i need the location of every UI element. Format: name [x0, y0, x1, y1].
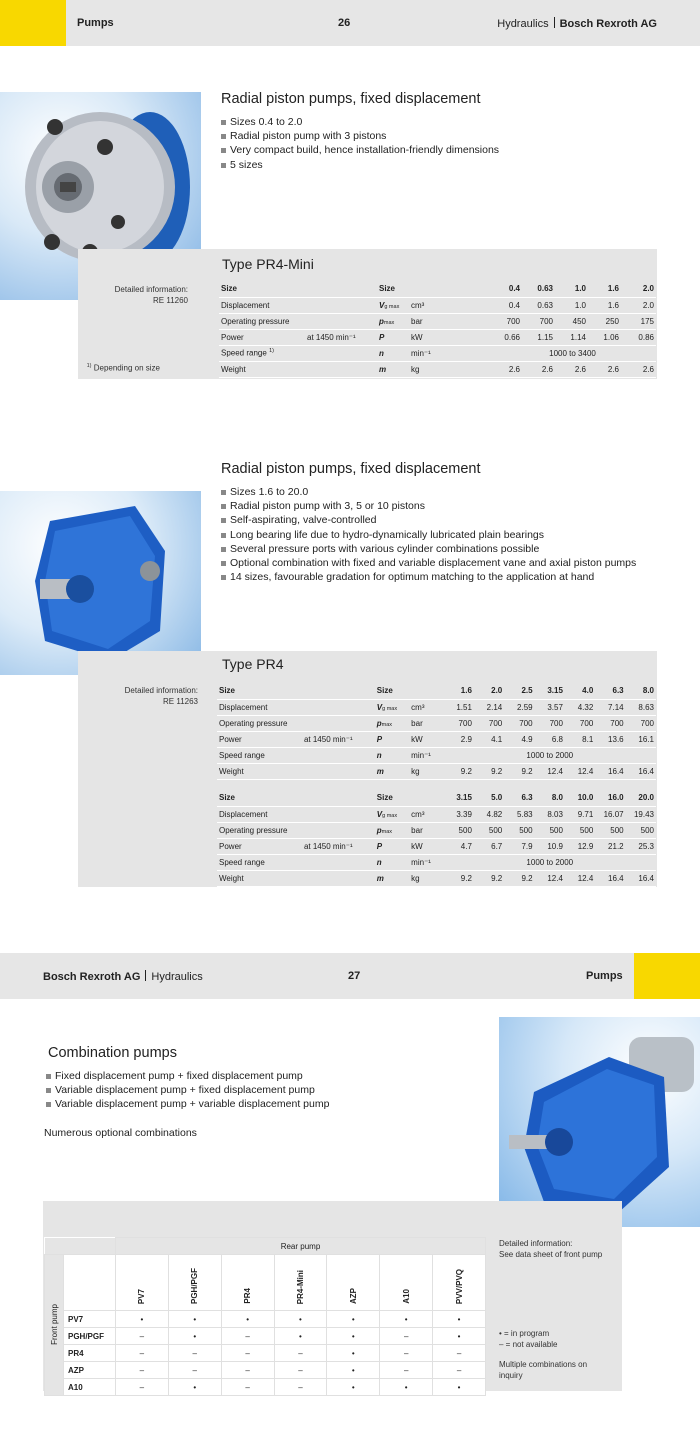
table-row — [217, 699, 656, 715]
pr4-mini-detail-info — [80, 285, 188, 306]
pr4-mini-bullets — [221, 115, 499, 172]
combination-matrix — [44, 1237, 486, 1396]
value-cell: 8.63 — [626, 699, 656, 715]
value-cell: 700 — [595, 715, 625, 731]
bullet: Several pressure ports with various cylinder combinations possible — [221, 542, 636, 556]
value-cell: 500 — [595, 822, 625, 838]
unit-cell: min⁻¹ — [409, 345, 489, 361]
row-label: PGH/PGF — [64, 1328, 116, 1345]
row-label: Operating pressure — [217, 715, 375, 731]
footnote-mark: 1) — [86, 363, 92, 369]
row-label: Displacement — [217, 806, 375, 822]
size-cell: 8.0 — [535, 790, 565, 806]
table-row — [217, 747, 656, 763]
head-cell: Size — [375, 683, 444, 699]
matrix-cell: • — [168, 1328, 221, 1345]
value-cell: 16.4 — [595, 870, 625, 886]
value-cell: 12.4 — [565, 870, 595, 886]
bullet: 5 sizes — [221, 158, 499, 172]
size-cell: 10.0 — [565, 790, 595, 806]
pr4-photo — [0, 491, 201, 675]
size-cell: 3.15 — [535, 683, 565, 699]
value-cell: 9.2 — [504, 870, 534, 886]
matrix-cell: – — [433, 1362, 486, 1379]
value-cell: 500 — [504, 822, 534, 838]
row-label: Power — [219, 329, 305, 345]
unit-cell: cm³ — [409, 806, 443, 822]
value-span-cell: 1000 to 2000 — [444, 747, 656, 763]
matrix-cell: – — [221, 1328, 274, 1345]
row-extra: at 1450 min⁻¹ — [305, 329, 377, 345]
unit-cell: min⁻¹ — [409, 854, 443, 870]
matrix-cell: – — [221, 1345, 274, 1362]
column-header: PGH/PGF — [168, 1255, 221, 1311]
value-cell: 16.4 — [626, 870, 656, 886]
value-cell: 4.32 — [565, 699, 595, 715]
page27-header — [0, 953, 700, 999]
value-cell: 450 — [555, 313, 588, 329]
matrix-cell: – — [274, 1362, 327, 1379]
bullet: Long bearing life due to hydro-dynamically lubricated plain bearings — [221, 528, 636, 542]
value-cell: 1.0 — [555, 297, 588, 313]
matrix-cell: • — [433, 1311, 486, 1328]
row-label: Speed range — [217, 747, 375, 763]
symbol-cell: Vg max — [375, 806, 409, 822]
size-cell: 1.0 — [555, 281, 588, 297]
bullet: 14 sizes, favourable gradation for optimum matching to the application at hand — [221, 570, 636, 584]
row-label: Power — [217, 838, 302, 854]
value-cell: 500 — [535, 822, 565, 838]
combination-detail-info — [499, 1239, 619, 1260]
matrix-cell: • — [221, 1311, 274, 1328]
matrix-cell: • — [274, 1311, 327, 1328]
symbol-cell: n — [375, 747, 409, 763]
yellow-tab — [0, 0, 66, 46]
value-cell: 7.14 — [595, 699, 625, 715]
matrix-cell: • — [433, 1328, 486, 1345]
table-row — [219, 361, 656, 377]
value-cell: 9.2 — [444, 870, 474, 886]
unit-cell: min⁻¹ — [409, 747, 443, 763]
row-label: Speed range $^{1)}$ — [219, 345, 377, 361]
corner-cell — [45, 1238, 116, 1255]
column-header: PV7 — [115, 1255, 168, 1311]
matrix-cell: • — [327, 1362, 380, 1379]
unit-cell: bar — [409, 313, 489, 329]
row-label: Weight — [217, 763, 375, 779]
bullet: Fixed displacement pump + fixed displacement pump — [46, 1069, 329, 1083]
pr4-bullets — [221, 485, 636, 584]
matrix-cell: • — [433, 1379, 486, 1396]
size-cell: 2.5 — [504, 683, 534, 699]
value-cell: 500 — [444, 822, 474, 838]
matrix-cell: – — [380, 1328, 433, 1345]
pr4-mini-spec-table — [219, 281, 656, 378]
value-cell: 700 — [626, 715, 656, 731]
page26-header — [0, 0, 700, 46]
matrix-cell: – — [380, 1345, 433, 1362]
row-label: Displacement — [219, 297, 377, 313]
value-cell: 9.2 — [504, 763, 534, 779]
row-label: Operating pressure — [219, 313, 377, 329]
table-row — [45, 1345, 486, 1362]
symbol-cell: P — [375, 838, 409, 854]
row-label: Weight — [217, 870, 375, 886]
symbol-cell: P — [375, 731, 409, 747]
value-cell: 6.8 — [535, 731, 565, 747]
value-cell: 700 — [522, 313, 555, 329]
value-cell: 3.57 — [535, 699, 565, 715]
table-row — [45, 1328, 486, 1345]
value-cell: 1.51 — [444, 699, 474, 715]
unit-cell: bar — [409, 715, 443, 731]
value-cell: 1.15 — [522, 329, 555, 345]
brand-company: Bosch Rexroth AG — [559, 18, 657, 30]
bullet: Optional combination with fixed and variable displacement vane and axial piston pumps — [221, 556, 636, 570]
value-cell: 19.43 — [626, 806, 656, 822]
bullet: Sizes 1.6 to 20.0 — [221, 485, 636, 499]
head-cell: Size — [217, 790, 375, 806]
pr4-type-title: Type PR4 — [222, 656, 284, 672]
value-cell: 1.06 — [588, 329, 621, 345]
symbol-cell: Vg max — [375, 699, 409, 715]
size-cell: 0.4 — [489, 281, 522, 297]
combination-multi-note: Multiple combinations on inquiry — [499, 1360, 588, 1380]
brand-line — [497, 17, 657, 30]
value-cell: 700 — [444, 715, 474, 731]
matrix-cell: – — [221, 1379, 274, 1396]
size-cell: 2.0 — [621, 281, 656, 297]
unit-cell: kg — [409, 870, 443, 886]
combination-note: Numerous optional combinations — [44, 1127, 197, 1139]
value-cell: 9.2 — [474, 870, 504, 886]
table-row — [217, 683, 656, 699]
column-header: PVV/PVQ — [433, 1255, 486, 1311]
matrix-cell: – — [168, 1362, 221, 1379]
value-cell: 700 — [474, 715, 504, 731]
symbol-cell: pmax — [375, 822, 409, 838]
table-row — [45, 1362, 486, 1379]
detail-label: Detailed information: — [499, 1239, 573, 1248]
matrix-cell: • — [274, 1328, 327, 1345]
size-cell: 3.15 — [444, 790, 474, 806]
table-row — [217, 854, 656, 870]
symbol-cell: m — [375, 763, 409, 779]
table-row — [217, 838, 656, 854]
value-cell: 500 — [474, 822, 504, 838]
bullet: Variable displacement pump + fixed displacement pump — [46, 1083, 329, 1097]
front-pump-label-cell — [45, 1255, 64, 1396]
symbol-cell: Vg max — [377, 297, 409, 313]
page-number: 27 — [348, 970, 361, 982]
pr4-detail-info — [80, 686, 198, 707]
value-cell: 1.6 — [588, 297, 621, 313]
symbol-cell: m — [377, 361, 409, 377]
matrix-cell: – — [221, 1362, 274, 1379]
value-cell: 7.9 — [504, 838, 534, 854]
value-cell: 2.0 — [621, 297, 656, 313]
table-row — [217, 806, 656, 822]
row-label: PV7 — [64, 1311, 116, 1328]
value-cell: 9.2 — [474, 763, 504, 779]
unit-cell: kg — [409, 361, 489, 377]
combination-pump-photo — [499, 1017, 700, 1227]
table-row — [45, 1311, 486, 1328]
symbol-cell: pmax — [377, 313, 409, 329]
table-row — [217, 870, 656, 886]
matrix-cell: – — [274, 1379, 327, 1396]
unit-cell: cm³ — [409, 699, 443, 715]
head-cell: Size — [217, 683, 375, 699]
value-cell: 16.4 — [626, 763, 656, 779]
matrix-cell: • — [380, 1311, 433, 1328]
brand-division: Hydraulics — [151, 971, 203, 983]
matrix-cell: – — [115, 1379, 168, 1396]
bullet: Sizes 0.4 to 2.0 — [221, 115, 499, 129]
value-cell: 2.6 — [555, 361, 588, 377]
table-row — [217, 790, 656, 806]
matrix-cell: – — [274, 1345, 327, 1362]
value-cell: 700 — [565, 715, 595, 731]
detail-label: Detailed information: — [124, 686, 198, 695]
matrix-cell: • — [168, 1311, 221, 1328]
pr4-heading: Radial piston pumps, fixed displacement — [221, 461, 481, 477]
row-label: Power — [217, 731, 302, 747]
matrix-cell: • — [380, 1379, 433, 1396]
table-row — [217, 715, 656, 731]
value-cell: 250 — [588, 313, 621, 329]
value-span-cell: 1000 to 3400 — [489, 345, 656, 361]
row-label: Operating pressure — [217, 822, 375, 838]
section-title: Pumps — [77, 17, 114, 29]
detail-ref: RE 11263 — [163, 696, 198, 706]
pr4-spec-table-1 — [217, 683, 656, 780]
value-cell: 6.7 — [474, 838, 504, 854]
table-row — [45, 1379, 486, 1396]
value-cell: 9.71 — [565, 806, 595, 822]
size-cell: 6.3 — [595, 683, 625, 699]
size-cell: 2.0 — [474, 683, 504, 699]
value-cell: 4.1 — [474, 731, 504, 747]
unit-cell: cm³ — [409, 297, 489, 313]
matrix-cell: – — [115, 1345, 168, 1362]
head-cell: Size — [375, 790, 444, 806]
value-cell: 2.6 — [621, 361, 656, 377]
row-label: A10 — [64, 1379, 116, 1396]
symbol-cell: P — [377, 329, 409, 345]
table-row — [219, 345, 656, 361]
table-row — [45, 1238, 486, 1255]
size-cell: 20.0 — [626, 790, 656, 806]
column-header: A10 — [380, 1255, 433, 1311]
matrix-cell: • — [327, 1345, 380, 1362]
pr4-mini-heading: Radial piston pumps, fixed displacement — [221, 91, 481, 107]
detail-ref: RE 11260 — [153, 295, 188, 305]
value-cell: 12.4 — [535, 870, 565, 886]
size-cell: 5.0 — [474, 790, 504, 806]
value-cell: 500 — [565, 822, 595, 838]
table-row — [217, 822, 656, 838]
bullet: Variable displacement pump + variable displacement pump — [46, 1097, 329, 1111]
matrix-cell: – — [168, 1345, 221, 1362]
yellow-tab — [634, 953, 700, 999]
matrix-cell: – — [380, 1362, 433, 1379]
value-cell: 9.2 — [444, 763, 474, 779]
detail-label: Detailed information: — [114, 285, 188, 294]
bullet: Radial piston pump with 3 pistons — [221, 129, 499, 143]
column-header: AZP — [327, 1255, 380, 1311]
value-cell: 2.6 — [522, 361, 555, 377]
page-number: 26 — [338, 17, 351, 29]
value-cell: 0.86 — [621, 329, 656, 345]
symbol-cell: pmax — [375, 715, 409, 731]
value-cell: 1.14 — [555, 329, 588, 345]
unit-cell: bar — [409, 822, 443, 838]
size-cell: 1.6 — [588, 281, 621, 297]
pr4-mini-footnote — [80, 361, 160, 374]
row-label: Displacement — [217, 699, 375, 715]
brand-division: Hydraulics — [497, 18, 549, 30]
matrix-cell: – — [433, 1345, 486, 1362]
combination-legend — [499, 1329, 619, 1350]
matrix-cell: • — [327, 1328, 380, 1345]
value-span-cell: 1000 to 2000 — [444, 854, 656, 870]
value-cell: 700 — [504, 715, 534, 731]
value-cell: 21.2 — [595, 838, 625, 854]
legend-not-available: – = not available — [499, 1339, 558, 1349]
value-cell: 0.4 — [489, 297, 522, 313]
pr4-spec-table-2 — [217, 790, 656, 887]
bullet: Very compact build, hence installation-friendly dimensions — [221, 143, 499, 157]
blank-cell — [64, 1255, 116, 1311]
front-pump-label: Front pump — [49, 1303, 59, 1345]
value-cell: 500 — [626, 822, 656, 838]
size-cell: 0.63 — [522, 281, 555, 297]
section-title: Pumps — [586, 970, 623, 982]
value-cell: 0.66 — [489, 329, 522, 345]
value-cell: 4.9 — [504, 731, 534, 747]
unit-cell: kW — [409, 731, 443, 747]
size-cell: 4.0 — [565, 683, 595, 699]
value-cell: 2.59 — [504, 699, 534, 715]
value-cell: 16.07 — [595, 806, 625, 822]
matrix-cell: • — [327, 1311, 380, 1328]
head-cell: Size — [377, 281, 489, 297]
value-cell: 12.9 — [565, 838, 595, 854]
row-label: AZP — [64, 1362, 116, 1379]
value-cell: 10.9 — [535, 838, 565, 854]
value-cell: 175 — [621, 313, 656, 329]
table-row — [45, 1255, 486, 1311]
size-cell: 16.0 — [595, 790, 625, 806]
column-header: PR4-Mini — [274, 1255, 327, 1311]
table-row — [219, 297, 656, 313]
row-label: Weight — [219, 361, 377, 377]
value-cell: 700 — [489, 313, 522, 329]
table-row — [219, 329, 656, 345]
bullet: Self-aspirating, valve-controlled — [221, 513, 636, 527]
brand-line — [43, 970, 203, 983]
value-cell: 12.4 — [565, 763, 595, 779]
value-cell: 700 — [535, 715, 565, 731]
matrix-cell: – — [115, 1362, 168, 1379]
value-cell: 12.4 — [535, 763, 565, 779]
value-cell: 4.7 — [444, 838, 474, 854]
symbol-cell: n — [375, 854, 409, 870]
size-cell: 6.3 — [504, 790, 534, 806]
head-cell: Size — [219, 281, 377, 297]
value-cell: 2.14 — [474, 699, 504, 715]
table-row — [219, 313, 656, 329]
table-row — [219, 281, 656, 297]
value-cell: 8.1 — [565, 731, 595, 747]
brand-company: Bosch Rexroth AG — [43, 971, 141, 983]
column-header: PR4 — [221, 1255, 274, 1311]
matrix-cell: • — [168, 1379, 221, 1396]
value-cell: 0.63 — [522, 297, 555, 313]
row-label: PR4 — [64, 1345, 116, 1362]
table-row — [217, 763, 656, 779]
row-label: Speed range — [217, 854, 375, 870]
value-cell: 2.9 — [444, 731, 474, 747]
value-cell: 8.03 — [535, 806, 565, 822]
value-cell: 25.3 — [626, 838, 656, 854]
unit-cell: kg — [409, 763, 443, 779]
unit-cell: kW — [409, 329, 489, 345]
detail-ref: See data sheet of front pump — [499, 1249, 603, 1259]
bullet: Radial piston pump with 3, 5 or 10 pistons — [221, 499, 636, 513]
size-cell: 1.6 — [444, 683, 474, 699]
symbol-cell: n — [377, 345, 409, 361]
value-cell: 4.82 — [474, 806, 504, 822]
rear-pump-label: Rear pump — [115, 1238, 485, 1255]
row-extra: at 1450 min⁻¹ — [302, 731, 375, 747]
row-extra: at 1450 min⁻¹ — [302, 838, 375, 854]
value-cell: 16.4 — [595, 763, 625, 779]
combination-bullets — [46, 1069, 329, 1112]
size-cell: 8.0 — [626, 683, 656, 699]
value-cell: 3.39 — [444, 806, 474, 822]
table-row — [217, 731, 656, 747]
pr4-mini-type-title: Type PR4-Mini — [222, 256, 314, 272]
combination-heading: Combination pumps — [48, 1045, 177, 1061]
unit-cell: kW — [409, 838, 443, 854]
matrix-cell: • — [327, 1379, 380, 1396]
symbol-cell: m — [375, 870, 409, 886]
value-cell: 16.1 — [626, 731, 656, 747]
legend-in-program: • = in program — [499, 1329, 550, 1338]
value-cell: 2.6 — [489, 361, 522, 377]
value-cell: 5.83 — [504, 806, 534, 822]
matrix-cell: • — [115, 1311, 168, 1328]
matrix-cell: – — [115, 1328, 168, 1345]
value-cell: 2.6 — [588, 361, 621, 377]
value-cell: 13.6 — [595, 731, 625, 747]
footnote-text: Depending on size — [93, 363, 160, 373]
